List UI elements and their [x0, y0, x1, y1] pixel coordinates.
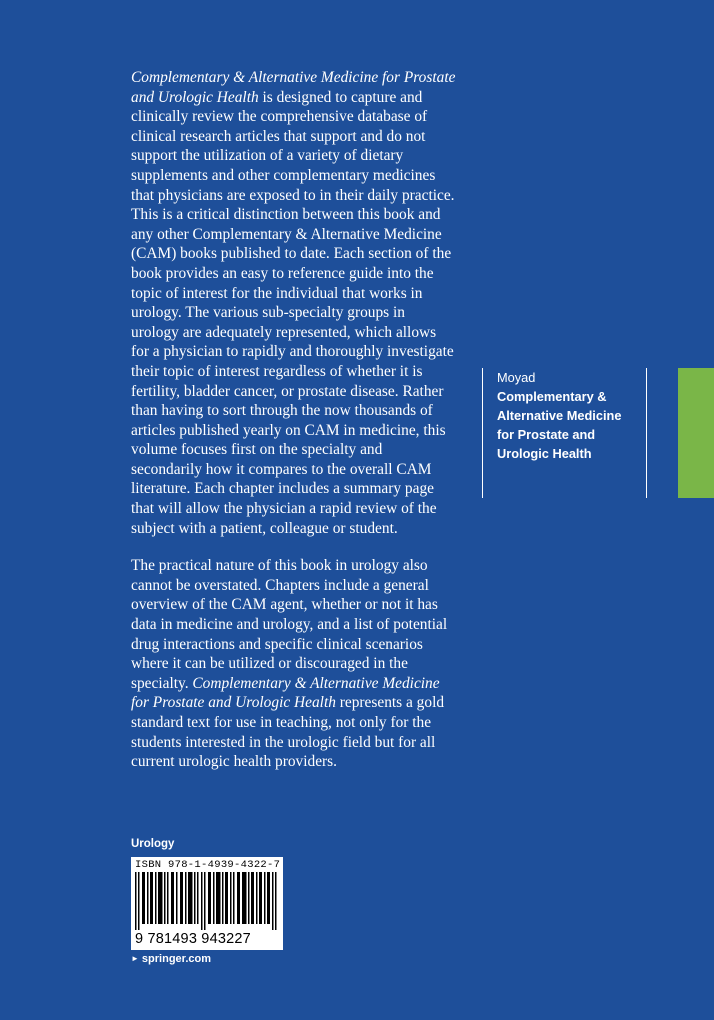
series-label: Urology	[131, 838, 175, 850]
blurb-paragraph-2	[131, 556, 456, 772]
barcode-bars	[135, 872, 279, 930]
book-title-italic: Complementary & Alternative Medicine for Prostate and Urologic Health	[131, 674, 440, 712]
blurb-paragraph-1	[131, 68, 456, 538]
ean-number: 9 781493 943227	[135, 931, 251, 947]
back-cover-blurb	[131, 68, 456, 772]
isbn-text: ISBN 978-1-4939-4322-7	[135, 859, 281, 871]
blurb-text: is designed to capture and clinically review the comprehensive database of clinical research articles that support and do not support the utilization of a variety of dietary supplements and other complementary medicines that physicians are exposed to in their daily practice. This is a critical distinction between this book and any other Complementary & Alternative Medicine (CAM) books published to date. Each section of the book provides an easy to reference guide into the topic of interest for the individual that works in urology. The various sub-specialty groups in urology are adequately represented, which allows for a physician to rapidly and thoroughly investigate their topic of interest regardless of whether it is fertility, bladder cancer, or prostate disease. Rather than having to sort through the now thousands of articles published yearly on CAM in medicine, this volume focuses first on the specialty and secondarily how it compares to the overall CAM literature. Each chapter includes a summary page that will allow the physician a rapid review of the subject with a patient, colleague or student.	[131, 88, 455, 537]
arrow-right-icon: ►	[131, 954, 139, 963]
blurb-text: represents a gold standard text for use in teaching, not only for the students interested in the urologic field but for all current urologic health providers.	[131, 694, 445, 771]
publisher-url: springer.com	[141, 953, 211, 965]
blurb-text: The practical nature of this book in urology also cannot be overstated. Chapters include a general overview of the CAM agent, whether or not it has data in medicine and urology, and a list of potential drug interactions and specific clinical scenarios where it can be utilized or discouraged in the specialty.	[131, 557, 448, 692]
spine-label	[497, 368, 642, 463]
publisher-link[interactable]	[131, 953, 211, 965]
book-title-italic: Complementary & Alternative Medicine for Prostate and Urologic Health	[131, 69, 456, 106]
spine-accent-bar	[678, 368, 714, 498]
spine-divider-left	[482, 368, 483, 498]
spine-author: Moyad	[497, 370, 536, 385]
spine-divider-right	[646, 368, 647, 498]
spine-title: Complementary & Alternative Medicine for Prostate and Urologic Health	[497, 389, 622, 461]
isbn-barcode	[131, 857, 283, 950]
